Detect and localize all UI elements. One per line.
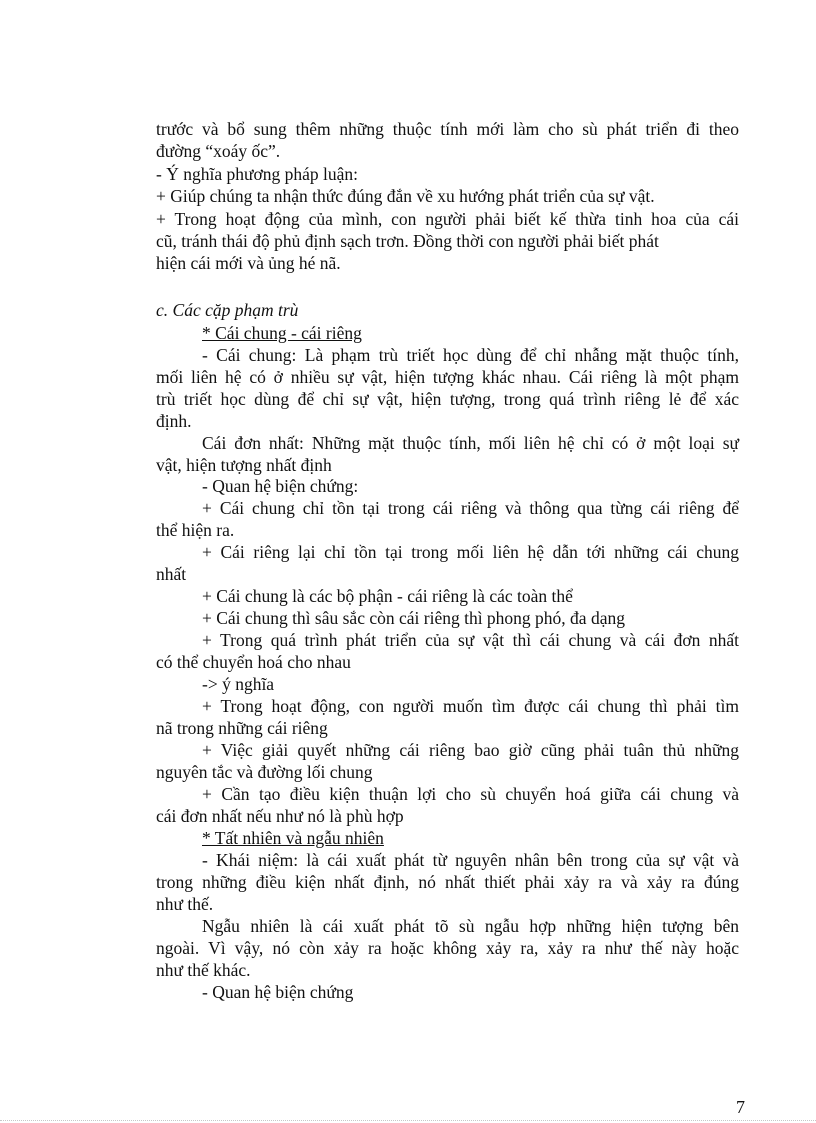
text-line: cái đơn nhất nếu như nó là phù hợp: [156, 806, 404, 826]
text-line: + Cần tạo điều kiện thuận lợi cho sù chuyển hoá giữa cái chung và: [202, 784, 739, 804]
text-line: trù triết học dùng để chỉ sự vật, hiện tượng, trong quá trình riêng lẻ để xác: [156, 389, 739, 409]
text-line: c. Các cặp phạm trù: [156, 300, 299, 320]
text-line: nã trong những cái riêng: [156, 718, 328, 738]
text-line: mối liên hệ có ở nhiều sự vật, hiện tượng khác nhau. Cái riêng là một phạm: [156, 367, 739, 387]
page-number: 7: [736, 1097, 745, 1117]
text-line: như thế.: [156, 894, 214, 914]
text-line: cũ, tránh thái độ phủ định sạch trơn. Đồng thời con người phải biết phát: [156, 231, 659, 251]
text-line: * Cái chung - cái riêng: [202, 323, 362, 343]
text-line: + Trong quá trình phát triển của sự vật thì cái chung và cái đơn nhất: [202, 630, 739, 650]
text-line: + Trong hoạt động của mình, con người phải biết kế thừa tinh hoa của cái: [156, 209, 739, 229]
text-line: trong những điều kiện nhất định, nó nhất thiết phải xảy ra và xảy ra đúng: [156, 872, 739, 892]
text-line: Cái đơn nhất: Những mặt thuộc tính, mối liên hệ chỉ có ở một loại sự: [202, 433, 739, 453]
text-line: - Quan hệ biện chứng:: [202, 476, 359, 496]
text-line: - Cái chung: Là phạm trù triết học dùng để chỉ nhẫng mặt thuộc tính,: [202, 345, 739, 365]
text-line: trước và bổ sung thêm những thuộc tính mới làm cho sù phát triển đi theo: [156, 119, 739, 139]
text-line: nhất: [156, 564, 187, 584]
text-line: có thể chuyển hoá cho nhau: [156, 652, 351, 672]
text-line: + Cái chung chỉ tồn tại trong cái riêng và thông qua từng cái riêng để: [202, 498, 739, 518]
text-line: + Trong hoạt động, con người muốn tìm được cái chung thì phải tìm: [202, 696, 739, 716]
text-line: - Ý nghĩa phương pháp luận:: [156, 164, 358, 184]
text-line: thể hiện ra.: [156, 520, 235, 540]
text-line: Ngẫu nhiên là cái xuất phát tõ sù ngẫu hợp những hiện tượng bên: [202, 916, 739, 936]
text-line: * Tất nhiên và ngẫu nhiên: [202, 828, 384, 848]
text-line: -> ý nghĩa: [202, 674, 275, 694]
text-line: vật, hiện tượng nhất định: [156, 455, 332, 475]
text-line: + Cái chung thì sâu sắc còn cái riêng thì phong phó, đa dạng: [202, 608, 625, 628]
text-line: + Cái chung là các bộ phận - cái riêng là các toàn thể: [202, 586, 573, 606]
text-line: - Quan hệ biện chứng: [202, 982, 354, 1002]
text-line: - Khái niệm: là cái xuất phát từ nguyên nhân bên trong của sự vật và: [202, 850, 739, 870]
text-line: định.: [156, 411, 192, 431]
text-line: + Cái riêng lại chỉ tồn tại trong mối liên hệ dẫn tới những cái chung: [202, 542, 739, 562]
text-line: nguyên tắc và đường lối chung: [156, 762, 373, 782]
text-line: như thế khác.: [156, 960, 251, 980]
text-line: đường “xoáy ốc”.: [156, 141, 281, 161]
text-line: + Việc giải quyết những cái riêng bao giờ cũng phải tuân thủ những: [202, 740, 739, 760]
text-line: hiện cái mới và ủng hé nã.: [156, 253, 341, 273]
text-line: + Giúp chúng ta nhận thức đúng đắn về xu hướng phát triển của sự vật.: [156, 186, 655, 206]
footer-divider: [0, 1120, 816, 1121]
text-line: ngoài. Vì vậy, nó còn xảy ra hoặc không xảy ra, xảy ra như thế này hoặc: [156, 938, 739, 958]
